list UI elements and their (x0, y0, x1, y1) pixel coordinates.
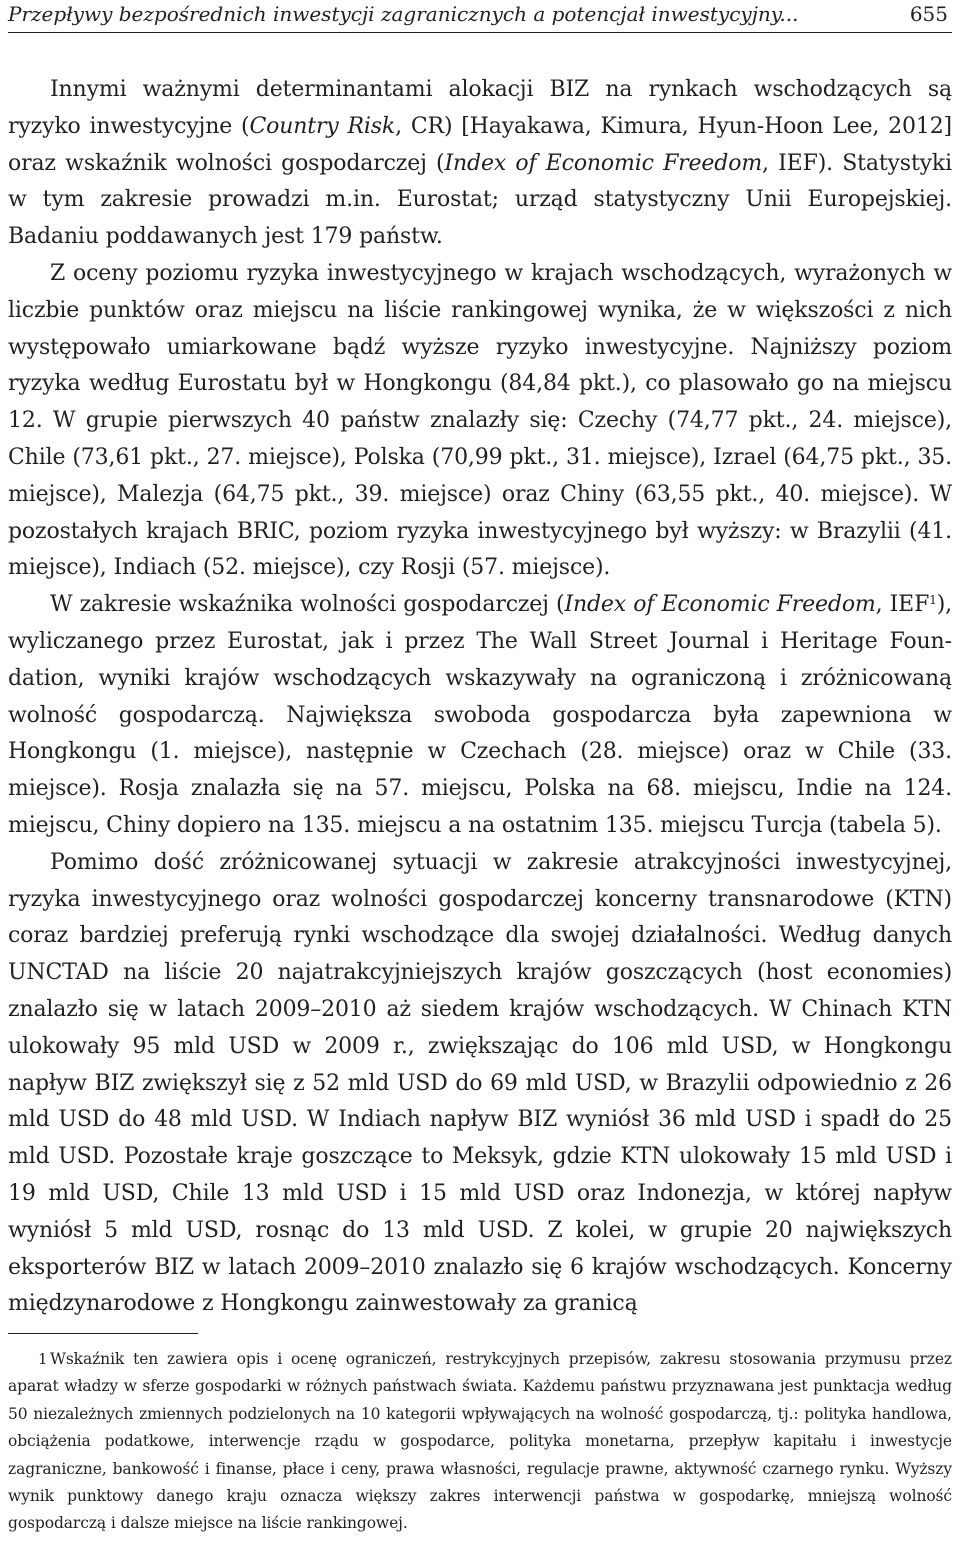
paragraph-2: Z oceny poziomu ryzyka inwestycyjnego w krajach wschodzących, wyrażonych w liczbie punktów oraz miejscu na liście rankingowej wynika, że w większości z nich występowało umiarkowane bądź wyższe ryzyko inwestycyjne. Najniższy poziom ryzyka według Eurostatu był w Hongkongu (84,84 pkt.), co plasowało go na miejscu 12. W grupie pierwszych 40 państw znalazły się: Czechy (74,77 pkt., 24. miejsce), Chile (73,61 pkt., 27. miejsce), Polska (70,99 pkt., 31. miejsce), Izrael (64,75 pkt., 35. miejsce), Malezja (64,75 pkt., 39. miejsce) oraz Chiny (63,55 pkt., 40. miejsce). W pozostałych krajach BRIC, poziom ryzyka inwestycyjnego był wyższy: w Brazylii (41. miejsce), Indiach (52. miejsce), czy Rosji (57. miejsce). (8, 260, 952, 581)
paragraph-1-part-c: , CR) [Hayakawa, Kimura, Hyun-Hoon Lee, 2012] oraz wskaźnik wolności gospodarczej ( (8, 113, 952, 176)
paragraph-1-part-a: Innymi ważnymi determinantami alokacji BIZ na rynkach wschodzących są ryzyko inwestycyjne ( (8, 77, 952, 139)
footnote-mark: 1 (38, 1350, 48, 1368)
page-number: 655 (909, 2, 948, 26)
paragraph-3-part-c: , IEF (875, 592, 930, 618)
footnote-reference[interactable]: 1 (929, 593, 937, 608)
paragraph-3-part-a: W zakresie wskaźnika wolności gospodarczej ( (50, 592, 565, 618)
page-header (8, 0, 952, 33)
paragraph-3 (8, 587, 952, 845)
footnote (8, 1346, 952, 1538)
paragraph-1-italic-term-2: Index of Economic Freedom (444, 150, 763, 176)
paragraph-4: Pomimo dość zróżnicowanej sytuacji w zakresie atrakcyjności inwestycyjnej, ryzyka inwestycyjnego oraz wolności gospodarczej koncerny transnarodowe (KTN) coraz bardziej preferują rynki wschodzące dla swojej działalności. Według danych UNCTAD na liście 20 najatrakcyjniejszych krajów goszczących (host economies) znalazło się w latach 2009–2010 aż siedem krajów wschodzących. W Chinach KTN ulokowały 95 mld USD w 2009 r., zwiększając do 106 mld USD, w Hongkongu napływ BIZ zwiększył się z 52 mld USD do 69 mld USD, w Brazylii odpowiednio z 26 mld USD do 48 mld USD. W Indiach napływ BIZ wyniósł 36 mld USD i spadł do 25 mld USD. Pozostałe kraje goszczące to Meksyk, gdzie KTN ulokowały 15 mld USD i 19 mld USD, Chile 13 mld USD i 15 mld USD oraz Indonezja, w której napływ wyniósł 5 mld USD, rosnąc do 13 mld USD. Z kolei, w grupie 20 największych eksporterów BIZ w latach 2009–2010 znalazło się 6 krajów wschodzących. Koncerny międzynarodowe z Hongkongu zainwestowały za granicą (8, 849, 952, 1317)
main-text (8, 72, 952, 1323)
paragraph-3-part-d: ), wyliczanego przez Eurostat, jak i przez The Wall Street Journal i Heritage Foundation, wyniki krajów wschodzących wskazywały na ograniczoną i zróżnicowaną wolność gospodarczą. Największa swoboda gospodarcza była zapewniona w Hongkongu (1. miejsce), następnie w Czechach (28. miejsce) oraz w Chile (33. miejsce). Rosja znalazła się na 57. miejscu, Polska na 68. miejscu, Indie na 124. miejscu, Chiny dopiero na 135. miejscu a na ostatnim 135. miejscu Turcja (tabela 5). (8, 592, 952, 838)
paragraph-1-part-e: , IEF). Statystyki w tym zakresie prowadzi m.in. Eurostat; urząd statystyczny Unii Europejskiej. Badaniu poddawanych jest 179 państw. (8, 150, 952, 250)
paragraph-3-italic-term: Index of Economic Freedom (564, 592, 876, 618)
paragraph-1 (8, 72, 952, 256)
footnote-text: Wskaźnik ten zawiera opis i ocenę ograniczeń, restrykcyjnych przepisów, zakresu stosowania przymusu przez aparat władzy w sferze gospodarki w różnych państwach świata. Każdemu państwu przyznawana jest punktacja według 50 niezależnych zmiennych podzielonych na 10 kategorii wpływających na wolność gospodarczą, tj.: polityka handlowa, obciążenia podatkowe, interwencje rządu w gospodarce, polityka monetarna, przepływ kapitału i inwestycje zagraniczne, bankowość i finanse, płace i ceny, prawa własności, regulacje prawne, aktywność czarnego rynku. Wyższy wynik punktowy danego kraju oznacza większy zakres interwencji państwa w gospodarkę, mniejszą wolność gospodarczą i dalsze miejsce na liście rankingowej. (8, 1350, 952, 1533)
running-title: Przepływy bezpośrednich inwestycji zagranicznych a potencjał inwestycyjny... (8, 2, 799, 26)
footnote-separator (8, 1333, 198, 1334)
paragraph-1-italic-term-1: Country Risk (249, 113, 396, 139)
